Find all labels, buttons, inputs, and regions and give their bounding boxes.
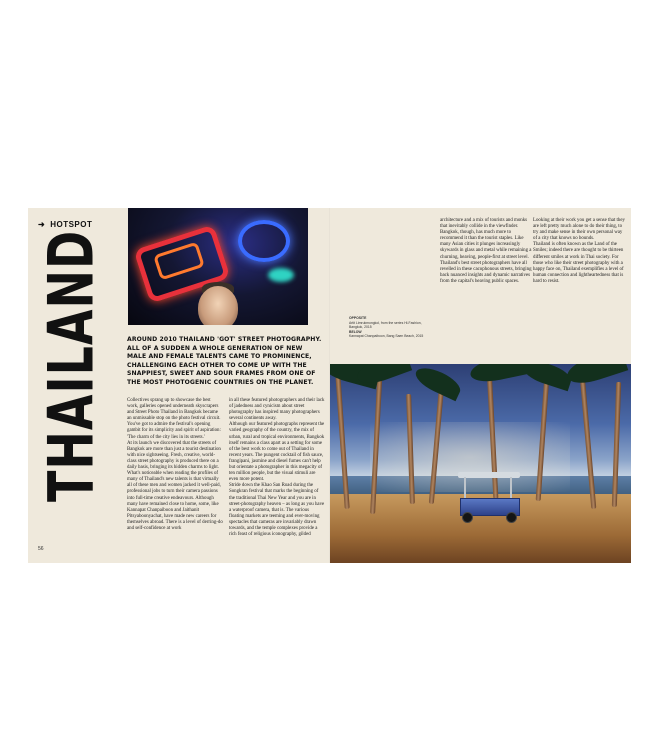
paragraph: architecture and a mix of tourists and monks that inevitably collide in the viewfinder. (440, 218, 528, 230)
vertical-title: THAILAND (34, 229, 108, 502)
paragraph: Stride down the Khao San Road during the Songkran festival that marks the beginning of the traditional Thai New Year and you are in street-photography heaven – as long as you have a waterproof camera, that is. The various floating markets are teeming and ever-moving spectacles that cameras are invariably drawn towards, and the temple complexes provide a rich feast of religious iconography, gilded (229, 483, 325, 538)
page-number: 56 (38, 546, 44, 552)
food-cart (458, 472, 520, 520)
body-column-1 (127, 398, 223, 532)
magazine-spread (28, 208, 631, 563)
photo-caption (349, 316, 429, 339)
section-label (38, 220, 92, 229)
body-column-3 (440, 218, 532, 285)
paragraph: Although our featured photographs represent the varied geography of the country, the mix of urban, rural and tropical environments, Bangkok itself remains a class apart as a setting for some of the best work to come out of Thailand in recent years. The pungent cocktail of fish sauce, frangipani, jasmine and diesel fumes can't help but orientate a photographer in this megacity of ten million people, but the visual stimuli are even more potent. (229, 422, 325, 483)
left-page (28, 208, 330, 563)
paragraph: What's noticeable when reading the profiles of many of Thailand's new talents is that virtually all of these men and women jacked it well-paid, professional jobs to turn their camera passions into full-time creative endeavours. Although many have remained close to home, some, like Kannapat Chanpaiboon and Jaithanit Pitsyaboonyachat, have made new careers for themselves abroad. There is a level of derring-do and self-confidence at work (127, 471, 223, 531)
section-title: HOTSPOT (50, 220, 93, 229)
paragraph: Bangkok, though, has much more to recommend it than the tourist staples. Like many Asian cities it plunges increasingly skywards in glass and metal while remaining a churning, heaving, people-first at street level. Thailand's best street photographers have all revelled in these cacophonous streets, bringing back nuanced insights and dynamic narratives from the capital's heaving public spaces. (440, 230, 532, 284)
paragraph: Looking at their work you get a sense that they are left pretty much alone to do their thing, to try and make sense in their own personal way of a city that knows no bounds. (533, 218, 625, 242)
paragraph: Thailand is often known as the Land of the Smiles; indeed there are thought to be thirteen different smiles at work in Thai society. For those who like their street photography with a happy face on, Thailand exemplifies a level of human connection and lightheartedness that is hard to resist. (533, 242, 624, 284)
caption-text: Artit Limrukmongkol, from the series Hi-Fashion, Bangkok, 2015 (349, 320, 422, 330)
neon-portrait-photo (128, 208, 308, 325)
body-column-2 (229, 398, 325, 538)
caption-label: OPPOSITE (349, 316, 367, 320)
beach-cart-photo (330, 364, 631, 563)
arrow-icon: ➜ (38, 220, 46, 229)
right-page (330, 208, 631, 563)
paragraph: Collectives sprang up to showcase the best work, galleries opened underneath skyscrapers and Street Photo Thailand in Bangkok became an unmissable stop on the photo festival circuit. You've got to admire the festival's opening gambit for its simplicity and spirit of aspiration: 'The charm of the city lies in its streets.' (127, 398, 221, 440)
caption-label: BELOW (349, 329, 362, 334)
standfirst: AROUND 2010 THAILAND 'GOT' STREET PHOTOGRAPHY. ALL OF A SUDDEN A WHOLE GENERATION OF NEW MALE AND FEMALE TALENTS CAME TO PROMINENCE, CHALLENGING EACH OTHER TO COME UP WITH THE SNAPPIEST, SWEET AND SOUR FRAMES FROM ONE OF THE MOST PHOTOGENIC COUNTRIES ON THE PLANET. (127, 336, 322, 386)
paragraph: in all these featured photographers and their lack of jadedness and cynicism about street photography has inspired many photographers several continents away. (229, 398, 325, 422)
caption-text: Kannapat Chanpaiboon, Bang Saen Beach, 2015 (349, 334, 424, 339)
paragraph: At its launch we discovered that the streets of Bangkok are more than just a tourist destination with nice sightseeing. Fresh, creative, world-class street photography is produced there on a daily basis, bringing its hidden charms to light. (127, 440, 221, 471)
body-column-4 (533, 218, 625, 285)
